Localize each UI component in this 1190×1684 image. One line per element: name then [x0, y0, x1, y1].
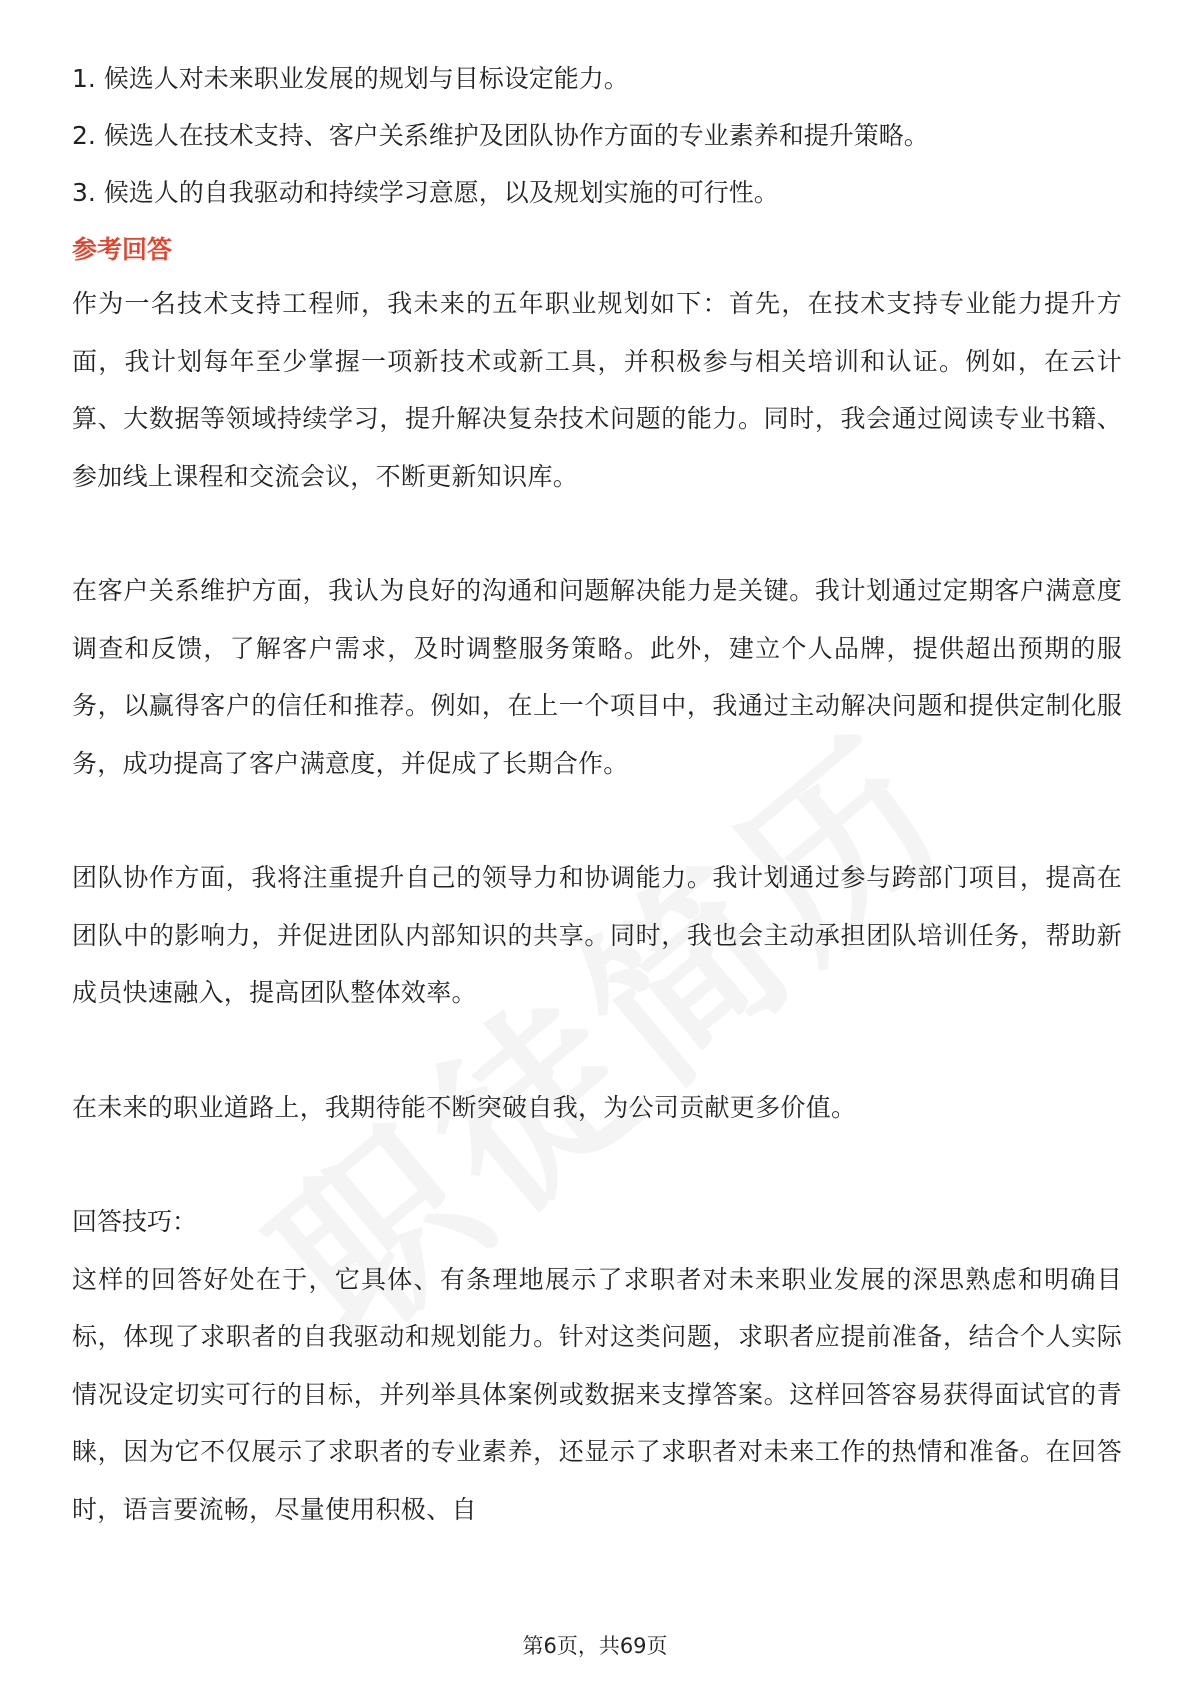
answer-paragraph-1: 作为一名技术支持工程师，我未来的五年职业规划如下：首先，在技术支持专业能力提升方面，我计划每年至少掌握一项新技术或新工具，并积极参与相关培训和认证。例如，在云计算、大数据等领域持续学习，提升解决复杂技术问题的能力。同时，我会通过阅读专业书籍、参加线上课程和交流会议，不断更新知识库。	[72, 289, 1122, 491]
answer-tips-paragraph: 这样的回答好处在于，它具体、有条理地展示了求职者对未来职业发展的深思熟虑和明确目标，体现了求职者的自我驱动和规划能力。针对这类问题，求职者应提前准备，结合个人实际情况设定切实可行的目标，并列举具体案例或数据来支撑答案。这样回答容易获得面试官的青睐，因为它不仅展示了求职者的专业素养，还显示了求职者对未来工作的热情和准备。在回答时，语言要流畅，尽量使用积极、自	[72, 1264, 1122, 1524]
answer-paragraph-2: 在客户关系维护方面，我认为良好的沟通和问题解决能力是关键。我计划通过定期客户满意度调查和反馈，了解客户需求，及时调整服务策略。此外，建立个人品牌，提供超出预期的服务，以赢得客户的信任和推荐。例如，在上一个项目中，我通过主动解决问题和提供定制化服务，成功提高了客户满意度，并促成了长期合作。	[72, 576, 1122, 778]
answer-paragraph-3: 团队协作方面，我将注重提升自己的领导力和协调能力。我计划通过参与跨部门项目，提高在团队中的影响力，并促进团队内部知识的共享。同时，我也会主动承担团队培训任务，帮助新成员快速融入，提高团队整体效率。	[72, 863, 1122, 1007]
criteria-item-2: 2. 候选人在技术支持、客户关系维护及团队协作方面的专业素养和提升策略。	[72, 121, 929, 150]
answer-paragraph-4: 在未来的职业道路上，我期待能不断突破自我，为公司贡献更多价值。	[72, 1092, 857, 1122]
page-content	[72, 50, 1122, 1538]
criteria-item-1: 1. 候选人对未来职业发展的规划与目标设定能力。	[72, 64, 629, 93]
answer-tips-heading: 回答技巧：	[72, 1207, 198, 1236]
page-number-footer: 第6页，共69页	[522, 1634, 668, 1658]
criteria-item-3: 3. 候选人的自我驱动和持续学习意愿，以及规划实施的可行性。	[72, 178, 779, 207]
reference-answer-heading: 参考回答	[72, 235, 173, 264]
